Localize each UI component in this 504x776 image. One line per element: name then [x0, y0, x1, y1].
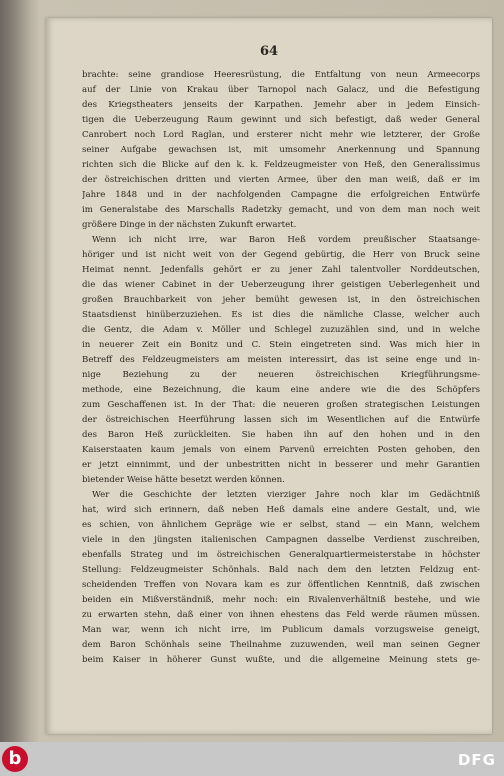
book-page: [46, 18, 492, 734]
text-line: größere Dinge in der nächsten Zukunft erwartet.: [82, 220, 297, 230]
text-line: Wer die Geschichte der letzten vierziger Jahre noch klar im Gedächtniß: [92, 490, 480, 500]
text-line: Kaiserstaaten kaum jemals von einem Parvenü erreichten Posten gehoben, den: [82, 445, 480, 455]
text-line: Jahre 1848 und in der nachfolgenden Campagne die erfolgreichen Entwürfe: [82, 190, 480, 200]
text-line: ebenfalls Strateg und im östreichischen Generalquartiermeisterstabe in höchster: [82, 550, 480, 560]
b-logo-icon[interactable]: b: [2, 746, 28, 772]
text-line: die Gentz, die Adam v. Möller und Schlegel zuzuzählen sind, und in welche: [82, 325, 480, 335]
text-line: des Baron Heß zurückleiten. Sie haben ihn auf den hohen und in den: [82, 430, 480, 440]
text-line: er jetzt einnimmt, und der unbestritten nicht in besserer und mehr Garantien: [82, 460, 480, 470]
text-line: großen Brauchbarkeit von jeher bemüht gewesen ist, in den östreichischen: [82, 295, 480, 305]
text-line: hat, wird sich erinnern, daß neben Heß damals eine andere Gestalt, und, wie: [82, 505, 480, 515]
text-line: höriger und ist nicht weit von der Gegend gebürtig, die Herr von Bruck seine: [82, 250, 480, 260]
viewer-footer-bar: [0, 742, 504, 776]
text-line: beiden ein Mißverständniß, mehr noch: ein Rivalenverhältniß bestehe, und wie: [82, 595, 480, 605]
text-line: dem Baron Schönhals seine Theilnahme zuzuwenden, weil man seinen Gegner: [82, 640, 480, 650]
text-line: auf der Linie von Krakau über Tarnopol nach Galacz, und die Befestigung: [82, 85, 480, 95]
text-line: im Generalstabe des Marschalls Radetzky gemacht, und von dem man noch weit: [82, 205, 480, 215]
text-line: zum Geschaffenen ist. In der That: die neueren großen strategischen Leistungen: [82, 400, 480, 410]
text-line: der östreichischen Heerführung lassen sich im Wesentlichen auf die Entwürfe: [82, 415, 480, 425]
text-line: Man war, wenn ich nicht irre, im Publicum damals vorzugsweise geneigt,: [82, 625, 480, 635]
text-line: Stellung: Feldzeugmeister Schönhals. Bald nach dem den letzten Feldzug ent-: [82, 565, 480, 575]
text-line: methode, eine Bezeichnung, die kaum eine andere wie die des Schöpfers: [82, 385, 480, 395]
text-line: zu erwarten stehn, daß einer von ihnen ehestens das Feld werde räumen müssen.: [82, 610, 480, 620]
text-line: Wenn ich nicht irre, war Baron Heß vordem preußischer Staatsange-: [92, 235, 480, 245]
text-line: Canrobert noch Lord Raglan, und ersterer nicht mehr wie letzterer, der Große: [82, 130, 480, 140]
text-line: es schien, von ähnlichem Gepräge wie er selbst, stand — ein Mann, welchem: [82, 520, 480, 530]
text-line: des Kriegstheaters jenseits der Karpathen. Jemehr aber in jedem Einsich-: [82, 100, 480, 110]
text-line: Heimat nennt. Jedenfalls gehört er zu jener Zahl talentvoller Norddeutschen,: [82, 265, 480, 275]
text-line: nige Beziehung zu der neueren östreichischen Kriegführungsme-: [82, 370, 480, 380]
page-number: 64: [259, 44, 279, 59]
text-line: Betreff des Feldzeugmeisters am meisten interessirt, das ist seine enge und in-: [82, 355, 480, 365]
text-line: der östreichischen dritten und vierten Armee, über den man weiß, daß er im: [82, 175, 480, 185]
text-line: Staatsdienst hinüberzuziehen. Es ist dies die nämliche Classe, welcher auch: [82, 310, 480, 320]
text-line: seiner Aufgabe gewachsen ist, mit umsomehr Anerkennung und Spannung: [82, 145, 480, 155]
text-line: brachte: seine grandiose Heeresrüstung, die Entfaltung von neun Armeecorps: [82, 70, 480, 80]
dfg-logo[interactable]: DFG: [457, 751, 496, 769]
text-line: bietender Weise hätte besetzt werden können.: [82, 475, 285, 485]
text-line: in neuerer Zeit ein Bonitz und C. Stein eingetreten sind. Was mich hier in: [82, 340, 480, 350]
text-line: scheidenden Treffen von Novara kam es zur öffentlichen Kenntniß, daß zwischen: [82, 580, 480, 590]
page-text: [82, 68, 480, 668]
text-line: beim Kaiser in höherer Gunst wußte, und die allgemeine Meinung stets ge-: [82, 655, 480, 665]
text-line: tigen die Ueberzeugung Raum gewinnt und sich befestigt, daß weder General: [82, 115, 480, 125]
text-line: richten sich die Blicke auf den k. k. Feldzeugmeister von Heß, den Generalissimus: [82, 160, 480, 170]
text-line: die das wiener Cabinet in der Ueberzeugung ihrer geistigen Ueberlegenheit und: [82, 280, 480, 290]
text-line: viele in den jüngsten italienischen Campagnen dasselbe Verdienst zuschreiben,: [82, 535, 480, 545]
